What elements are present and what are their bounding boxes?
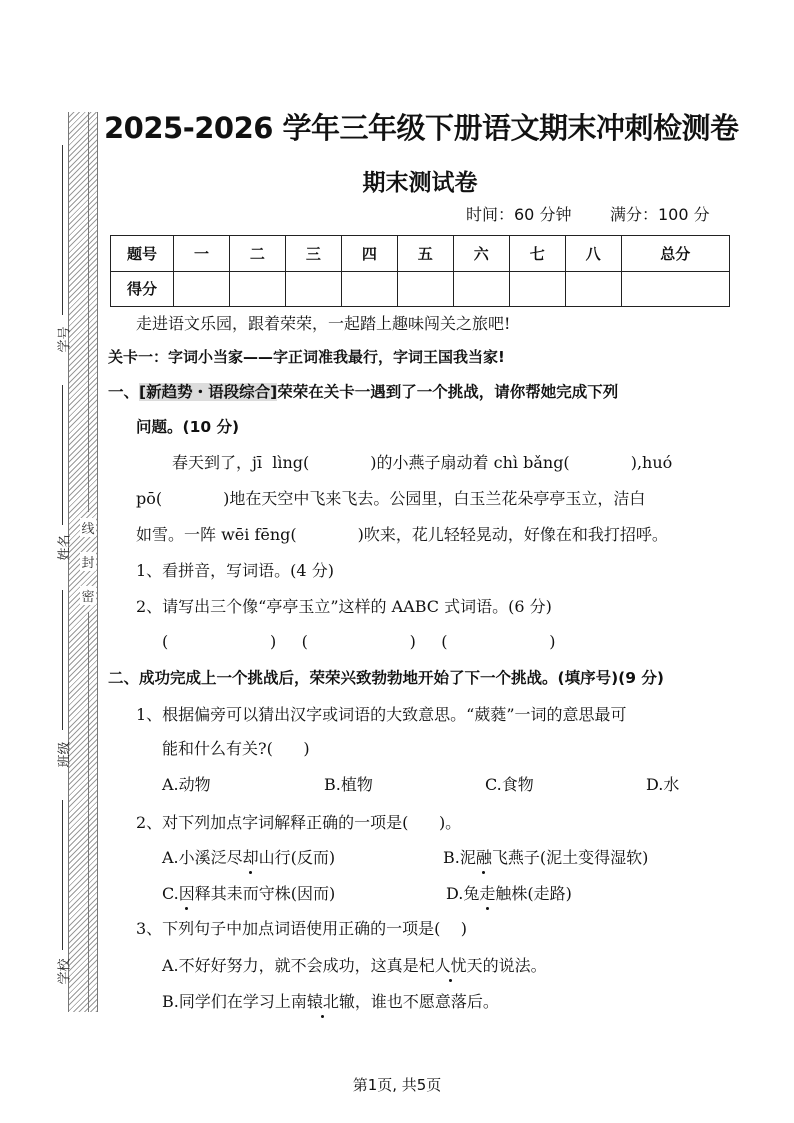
q1-text: 荣荣在关卡一遇到了一个挑战，请你帮她完成下列 bbox=[277, 383, 619, 401]
option-text: 触株(走路) bbox=[495, 884, 572, 903]
q2-s3: 3、下列句子中加点词语使用正确的一项是( ) bbox=[136, 919, 468, 938]
score-input-cell[interactable] bbox=[341, 271, 397, 307]
score-table bbox=[110, 235, 730, 307]
page-subtitle: 期末测试卷 bbox=[362, 170, 478, 196]
dotted-word: 杞人忧天 bbox=[418, 956, 483, 975]
score-input-cell[interactable] bbox=[174, 271, 230, 307]
table-cell: 五 bbox=[397, 236, 453, 272]
dotted-char: 却 bbox=[242, 848, 259, 867]
q2-s3-option-a[interactable] bbox=[162, 955, 547, 977]
table-cell: 总分 bbox=[621, 236, 729, 272]
score-input-cell[interactable] bbox=[397, 271, 453, 307]
school-line[interactable] bbox=[62, 800, 63, 950]
q2-s2-option-d[interactable] bbox=[446, 883, 572, 905]
q1-passage-line: 春天到了，jī lìng( )的小燕子扇动着 chì bǎng( ),huó bbox=[172, 453, 673, 472]
option-text: 飞燕子(泥土变得湿软) bbox=[491, 848, 649, 867]
table-cell: 题号 bbox=[111, 236, 174, 272]
seal-line-bottom bbox=[88, 612, 89, 1012]
name-label: 姓名 bbox=[57, 534, 73, 561]
dotted-char: 走 bbox=[479, 884, 496, 903]
intro-text: 走进语文乐园，跟着荣荣，一起踏上趣味闯关之旅吧! bbox=[136, 314, 511, 333]
q2-s1-cont[interactable]: 能和什么有关?( ) bbox=[162, 739, 310, 758]
score-input-cell[interactable] bbox=[285, 271, 341, 307]
option-text: ，谁也不愿意落后。 bbox=[354, 992, 499, 1011]
class-label: 班级 bbox=[57, 741, 73, 768]
dotted-word: 南辕北辙 bbox=[290, 992, 355, 1011]
q2-s2-option-b[interactable] bbox=[443, 847, 648, 869]
q2-heading: 二、成功完成上一个挑战后，荣荣兴致勃勃地开始了下一个挑战。(填序号)(9 分) bbox=[108, 669, 665, 687]
option-text: A.不好好努力，就不会成功，这真是 bbox=[162, 956, 419, 975]
q2-s2-option-c[interactable] bbox=[162, 883, 335, 905]
score-table-header-row bbox=[111, 236, 730, 272]
table-cell: 七 bbox=[509, 236, 565, 272]
page-footer: 第1页, 共5页 bbox=[352, 1076, 442, 1094]
q1-heading-cont: 问题。(10 分) bbox=[136, 418, 240, 436]
name-line[interactable] bbox=[62, 385, 63, 525]
q1-passage-line: 如雪。一阵 wēi fēng( )吹来，花儿轻轻晃动，好像在和我打招呼。 bbox=[136, 525, 668, 544]
table-cell: 四 bbox=[341, 236, 397, 272]
table-cell: 二 bbox=[229, 236, 285, 272]
dotted-char: 融 bbox=[475, 848, 492, 867]
q2-s3-option-b[interactable] bbox=[162, 991, 499, 1013]
student-id-label: 学号 bbox=[57, 326, 73, 353]
q1-sub2: 2、请写出三个像“亭亭玉立”这样的 AABC 式词语。(6 分) bbox=[136, 597, 552, 616]
option-text: C. bbox=[162, 884, 179, 903]
q2-s1: 1、根据偏旁可以猜出汉字或词语的大致意思。“葳蕤”一词的意思最可 bbox=[136, 705, 627, 724]
table-cell: 三 bbox=[285, 236, 341, 272]
score-input-cell[interactable] bbox=[453, 271, 509, 307]
table-cell: 八 bbox=[565, 236, 621, 272]
q2-s2: 2、对下列加点字词解释正确的一项是( )。 bbox=[136, 813, 462, 832]
dotted-char: 因 bbox=[178, 884, 195, 903]
option-c[interactable]: C.食物 bbox=[485, 775, 534, 794]
option-text: B.泥 bbox=[443, 848, 476, 867]
seal-char-mi: 密 bbox=[80, 586, 96, 605]
score-input-cell[interactable] bbox=[621, 271, 729, 307]
score-table-score-row bbox=[111, 271, 730, 307]
class-line[interactable] bbox=[62, 590, 63, 730]
option-text: A.小溪泛尽 bbox=[162, 848, 243, 867]
q1-prefix: 一、 bbox=[108, 383, 140, 401]
score-input-cell[interactable] bbox=[509, 271, 565, 307]
q1-answer-blanks[interactable]: ( ) ( ) ( ) bbox=[162, 632, 556, 651]
score-input-cell[interactable] bbox=[229, 271, 285, 307]
option-a[interactable]: A.动物 bbox=[162, 775, 211, 794]
seal-char-xian: 线 bbox=[80, 518, 96, 537]
q1-sub1: 1、看拼音，写词语。(4 分) bbox=[136, 561, 334, 580]
option-text: B.同学们在学习上 bbox=[162, 992, 291, 1011]
seal-char-feng: 封 bbox=[80, 552, 96, 571]
full-score: 满分：100 分 bbox=[610, 205, 710, 224]
table-cell: 一 bbox=[174, 236, 230, 272]
q1-passage-line: pō( )地在天空中飞来飞去。公园里，白玉兰花朵亭亭玉立，洁白 bbox=[136, 489, 646, 508]
table-cell: 六 bbox=[453, 236, 509, 272]
table-cell: 得分 bbox=[111, 271, 174, 307]
level1-heading: 关卡一：字词小当家——字正词准我最行，字词王国我当家! bbox=[108, 348, 505, 366]
q1-tag: [新趋势・语段综合] bbox=[139, 383, 278, 401]
option-text: 释其耒而守株(因而) bbox=[194, 884, 336, 903]
option-text: 的说法。 bbox=[482, 956, 547, 975]
time-info: 时间：60 分钟 bbox=[466, 205, 572, 224]
option-d[interactable]: D.水 bbox=[646, 775, 680, 794]
q2-s2-option-a[interactable] bbox=[162, 847, 335, 869]
option-text: D.兔 bbox=[446, 884, 480, 903]
school-label: 学校 bbox=[57, 958, 73, 985]
option-text: 山行(反而) bbox=[258, 848, 336, 867]
score-input-cell[interactable] bbox=[565, 271, 621, 307]
q1-heading bbox=[108, 381, 618, 403]
option-b[interactable]: B.植物 bbox=[324, 775, 373, 794]
page-title: 2025-2026 学年三年级下册语文期末冲刺检测卷 bbox=[104, 111, 739, 145]
